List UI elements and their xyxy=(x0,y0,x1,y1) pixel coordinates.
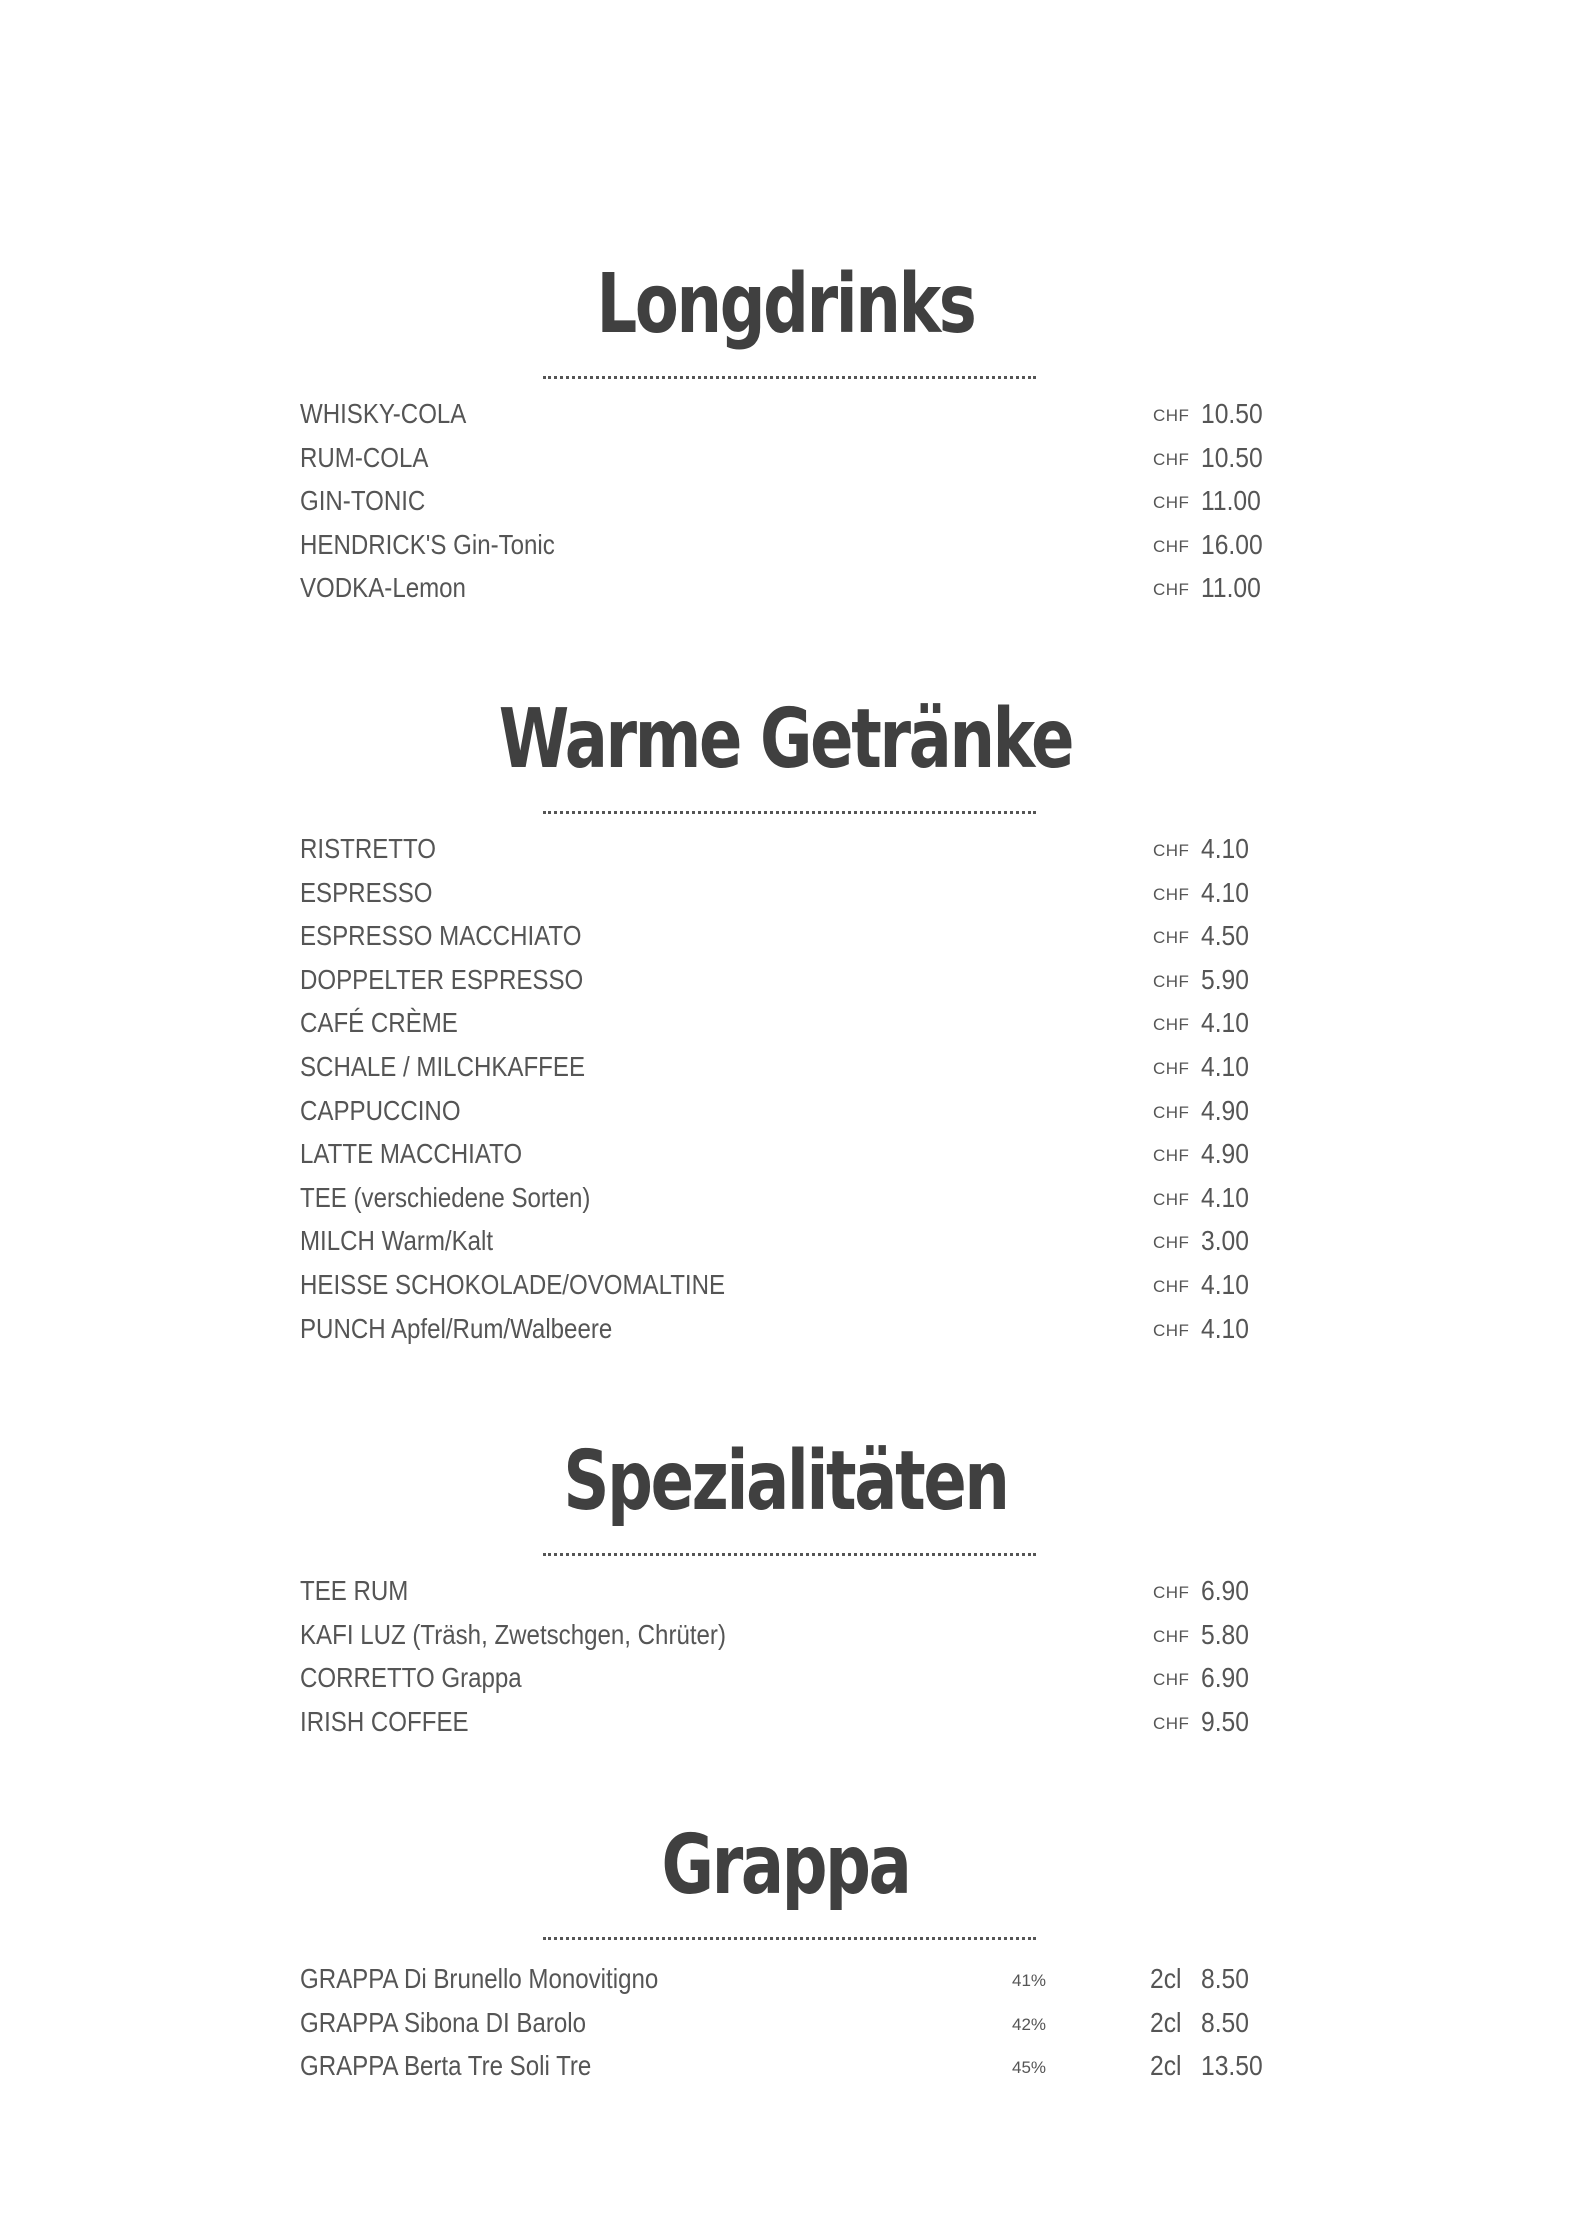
list-item xyxy=(300,1656,1280,1700)
item-name: CAPPUCCINO xyxy=(300,1094,461,1126)
item-list xyxy=(300,392,1280,610)
list-item xyxy=(300,1132,1280,1176)
list-item xyxy=(300,1957,1280,2001)
item-price: 4.10 xyxy=(1201,1050,1249,1082)
item-price: 6.90 xyxy=(1201,1575,1249,1606)
item-currency: CHF xyxy=(1153,406,1190,425)
item-currency: CHF xyxy=(1153,1146,1190,1166)
item-price: 4.50 xyxy=(1201,920,1249,952)
list-item xyxy=(300,1089,1280,1133)
item-name: GIN-TONIC xyxy=(300,485,426,517)
item-price: 4.10 xyxy=(1201,1007,1249,1039)
item-currency: CHF xyxy=(1153,493,1190,513)
item-name: GRAPPA Di Brunello Monovitigno xyxy=(300,1963,659,1994)
item-name: GRAPPA Berta Tre Soli Tre xyxy=(300,2050,592,2082)
item-name: TEE RUM xyxy=(300,1575,409,1606)
item-name: IRISH COFFEE xyxy=(300,1705,469,1737)
item-price: 4.10 xyxy=(1201,1268,1249,1300)
item-name: HEISSE SCHOKOLADE/OVOMALTINE xyxy=(300,1268,726,1300)
item-size: 2cl xyxy=(1150,2006,1182,2038)
item-price: 9.50 xyxy=(1201,1705,1249,1737)
item-name: SCHALE / MILCHKAFFEE xyxy=(300,1050,586,1082)
list-item xyxy=(300,1001,1280,1045)
item-name: MILCH Warm/Kalt xyxy=(300,1225,494,1257)
item-name: PUNCH Apfel/Rum/Walbeere xyxy=(300,1312,613,1344)
item-price: 10.50 xyxy=(1201,398,1263,429)
item-currency: CHF xyxy=(1153,580,1190,600)
item-price: 11.00 xyxy=(1201,572,1261,604)
item-list xyxy=(300,1569,1280,1743)
section-divider xyxy=(543,1553,1036,1556)
list-item xyxy=(300,523,1280,567)
item-price: 4.90 xyxy=(1201,1138,1249,1170)
list-item xyxy=(300,871,1280,915)
item-price: 4.10 xyxy=(1201,1312,1249,1344)
list-item xyxy=(300,958,1280,1002)
item-currency: CHF xyxy=(1153,1320,1190,1340)
list-item xyxy=(300,1569,1280,1613)
item-abv: 42% xyxy=(1012,2014,1047,2034)
item-name: KAFI LUZ (Träsh, Zwetschgen, Chrüter) xyxy=(300,1618,726,1650)
item-name: LATTE MACCHIATO xyxy=(300,1138,523,1170)
item-abv: 41% xyxy=(1012,1971,1047,1990)
list-item xyxy=(300,1263,1280,1307)
item-price: 16.00 xyxy=(1201,528,1263,560)
list-item xyxy=(300,2044,1280,2088)
item-size: 2cl xyxy=(1150,1963,1182,1994)
list-item xyxy=(300,1307,1280,1351)
item-name: CORRETTO Grappa xyxy=(300,1662,522,1694)
item-price: 4.90 xyxy=(1201,1094,1249,1126)
item-price: 4.10 xyxy=(1201,1181,1249,1213)
section-title: Grappa xyxy=(661,1818,910,1913)
item-name: RISTRETTO xyxy=(300,833,437,864)
item-currency: CHF xyxy=(1153,971,1190,991)
item-currency: CHF xyxy=(1153,928,1190,948)
item-name: ESPRESSO MACCHIATO xyxy=(300,920,582,952)
list-item xyxy=(300,2001,1280,2045)
item-price: 11.00 xyxy=(1201,485,1261,517)
item-currency: CHF xyxy=(1153,1583,1190,1602)
item-currency: CHF xyxy=(1153,1233,1190,1253)
section-divider xyxy=(543,811,1036,814)
item-price: 4.10 xyxy=(1201,876,1249,908)
item-name: TEE (verschiedene Sorten) xyxy=(300,1181,591,1213)
item-price: 8.50 xyxy=(1201,1963,1249,1994)
item-name: VODKA-Lemon xyxy=(300,572,466,604)
item-name: GRAPPA Sibona DI Barolo xyxy=(300,2006,586,2038)
item-price: 5.90 xyxy=(1201,963,1249,995)
item-currency: CHF xyxy=(1153,449,1190,469)
section-title: Warme Getränke xyxy=(498,692,1073,787)
item-name: RUM-COLA xyxy=(300,441,429,473)
item-name: WHISKY-COLA xyxy=(300,398,467,429)
item-currency: CHF xyxy=(1153,841,1190,860)
item-currency: CHF xyxy=(1153,1670,1190,1690)
item-abv: 45% xyxy=(1012,2058,1047,2078)
item-currency: CHF xyxy=(1153,1626,1190,1646)
item-currency: CHF xyxy=(1153,1058,1190,1078)
list-item xyxy=(300,1045,1280,1089)
item-currency: CHF xyxy=(1153,1102,1190,1122)
section-title: Spezialitäten xyxy=(563,1434,1008,1529)
item-list xyxy=(300,827,1280,1350)
item-price: 4.10 xyxy=(1201,833,1249,864)
item-price: 5.80 xyxy=(1201,1618,1249,1650)
item-price: 13.50 xyxy=(1201,2050,1263,2082)
item-list xyxy=(300,1957,1280,2088)
item-currency: CHF xyxy=(1153,884,1190,904)
list-item xyxy=(300,479,1280,523)
list-item xyxy=(300,392,1280,436)
list-item xyxy=(300,914,1280,958)
item-name: CAFÉ CRÈME xyxy=(300,1007,458,1039)
item-currency: CHF xyxy=(1153,1713,1190,1733)
item-name: ESPRESSO xyxy=(300,876,433,908)
list-item xyxy=(300,1219,1280,1263)
list-item xyxy=(300,436,1280,480)
item-currency: CHF xyxy=(1153,1015,1190,1035)
section-divider xyxy=(543,376,1036,379)
section-title: Longdrinks xyxy=(596,257,975,352)
list-item xyxy=(300,827,1280,871)
item-price: 3.00 xyxy=(1201,1225,1249,1257)
list-item xyxy=(300,566,1280,610)
item-name: DOPPELTER ESPRESSO xyxy=(300,963,584,995)
item-currency: CHF xyxy=(1153,1276,1190,1296)
list-item xyxy=(300,1613,1280,1657)
list-item xyxy=(300,1176,1280,1220)
section-divider xyxy=(543,1937,1036,1940)
list-item xyxy=(300,1700,1280,1744)
item-price: 8.50 xyxy=(1201,2006,1249,2038)
item-price: 6.90 xyxy=(1201,1662,1249,1694)
item-currency: CHF xyxy=(1153,1189,1190,1209)
item-name: HENDRICK'S Gin-Tonic xyxy=(300,528,555,560)
item-price: 10.50 xyxy=(1201,441,1263,473)
item-size: 2cl xyxy=(1150,2050,1182,2082)
item-currency: CHF xyxy=(1153,536,1190,556)
